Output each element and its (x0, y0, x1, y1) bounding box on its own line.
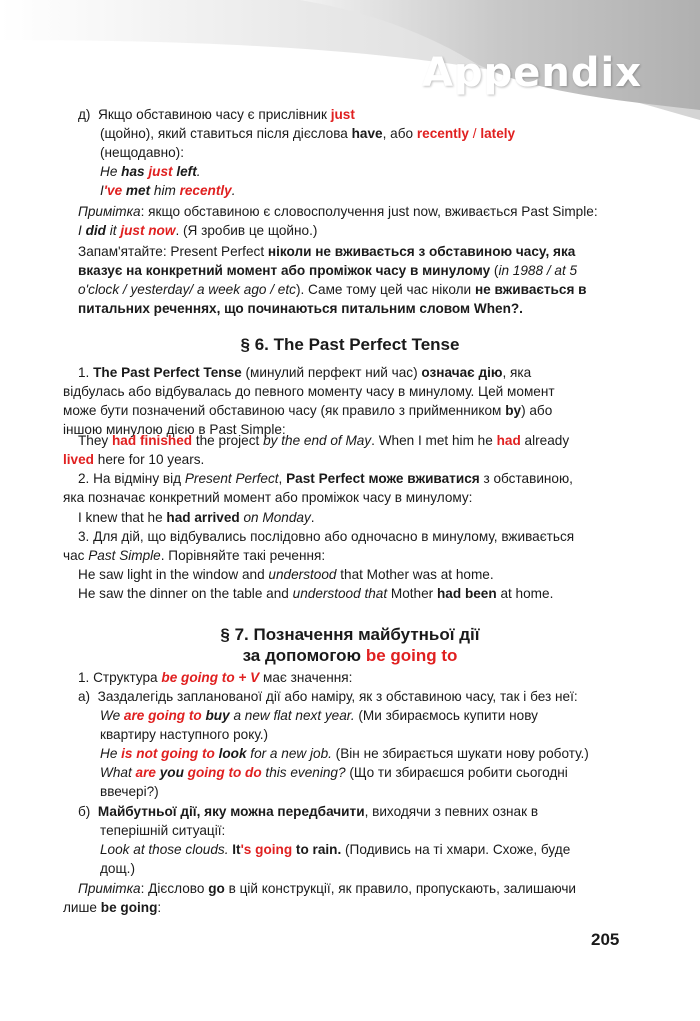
s7-note-line-2: лише be going: (63, 900, 162, 915)
section-d-line-1: д) Якщо обставиною часу є прислівник just (78, 107, 355, 122)
note-just-now: Примітка: якщо обставиною є словосполучення just now, вживається Past Simple: (78, 204, 598, 219)
remember-line-3: o'clock / yesterday/ a week ago / etc). Саме тому цей час ніколи не вживається в (78, 282, 587, 297)
s6-para-3-line-1: 3. Для дій, що відбувались послідовно або одночасно в минулому, вживається (78, 529, 575, 544)
s6-para-3-line-2: час Past Simple. Порівняйте такі речення: (63, 548, 326, 563)
s6-example-1-line-2: lived here for 10 years. (63, 452, 205, 467)
page-number: 205 (591, 930, 620, 949)
s7-b-line-1: б) Майбутньої дії, яку можна передбачити, виходячи з певних ознак в (78, 804, 539, 819)
s7-b-example-line-1: Look at those clouds. It's going to rain. (Подивись на ті хмари. Схоже, буде (100, 842, 571, 857)
s6-example-3: He saw light in the window and understood that Mother was at home. (78, 567, 494, 582)
note-example: I did it just now. (Я зробив це щойно.) (78, 223, 318, 238)
s7-structure-line: 1. Структура be going to + V має значення: (78, 670, 353, 685)
remember-line-2: вказує на конкретний момент або проміжок часу в минулому (in 1988 / at 5 (78, 263, 578, 278)
s6-para-1-line-4: іншою минулою дією в Past Simple: (63, 422, 286, 437)
section-d-line-3: (нещодавно): (100, 145, 184, 160)
remember-line-4: питальних реченнях, що починаються питальним словом When?. (78, 301, 523, 316)
s6-example-4: He saw the dinner on the table and understood that Mother had been at home. (78, 586, 554, 601)
section-7-heading-line-2: за допомогою be going to (242, 646, 458, 665)
list-marker: а) (78, 689, 91, 704)
example-has-just-left: He has just left. (100, 164, 201, 179)
s6-example-2: I knew that he had arrived on Monday. (78, 510, 315, 525)
s7-a-line-1: а) Заздалегідь запланованої дії або наміру, як з обставиною часу, так і без неї: (78, 689, 578, 704)
s7-b-example-line-2: дощ.) (100, 861, 135, 876)
list-marker: д) (78, 107, 91, 122)
s6-para-1-line-2: відбулась або відбувалась до певного моменту часу в минулому. Цей момент (63, 384, 555, 399)
s7-a-example-3-line-2: ввечері?) (100, 784, 159, 799)
example-met-him-recently: I've met him recently. (100, 183, 236, 198)
s6-para-1-line-1: 1. The Past Perfect Tense (минулий перфект ний час) означає дію, яка (78, 365, 532, 380)
section-6-heading: § 6. The Past Perfect Tense (240, 335, 460, 354)
s6-example-1-line-1: They had finished the project by the end of May. When I met him he had already (78, 433, 570, 448)
s7-a-example-1-line-1: We are going to buy a new flat next year. (Ми збираємось купити нову (100, 708, 538, 723)
section-d-line-2: (щойно), який ставиться після дієслова have, або recently / lately (100, 126, 516, 141)
appendix-title: Appendix (422, 50, 642, 96)
s7-note-line-1: Примітка: Дієслово go в цій конструкції, як правило, пропускають, залишаючи (78, 881, 577, 896)
s7-a-example-3-line-1: What are you going to do this evening? (Що ти збираєшся робити сьогодні (100, 765, 568, 780)
s7-b-line-2: теперішній ситуації: (100, 823, 226, 838)
s7-a-example-1-line-2: квартиру наступного року.) (100, 727, 269, 742)
s6-para-2-line-2: яка позначає конкретний момент або проміжок часу в минулому: (63, 490, 473, 505)
s7-a-example-2: He is not going to look for a new job. (Він не збирається шукати нову роботу.) (100, 746, 589, 761)
list-marker: б) (78, 804, 91, 819)
s6-para-2-line-1: 2. На відміну від Present Perfect, Past Perfect може вживатися з обставиною, (78, 471, 573, 486)
remember-line-1: Запам'ятайте: Present Perfect ніколи не вживається з обставиною часу, яка (78, 244, 576, 259)
section-7-heading-line-1: § 7. Позначення майбутньої дії (220, 625, 480, 644)
s6-para-1-line-3: може бути позначений обставиною часу (як правило з прийменником by) або (63, 403, 553, 418)
